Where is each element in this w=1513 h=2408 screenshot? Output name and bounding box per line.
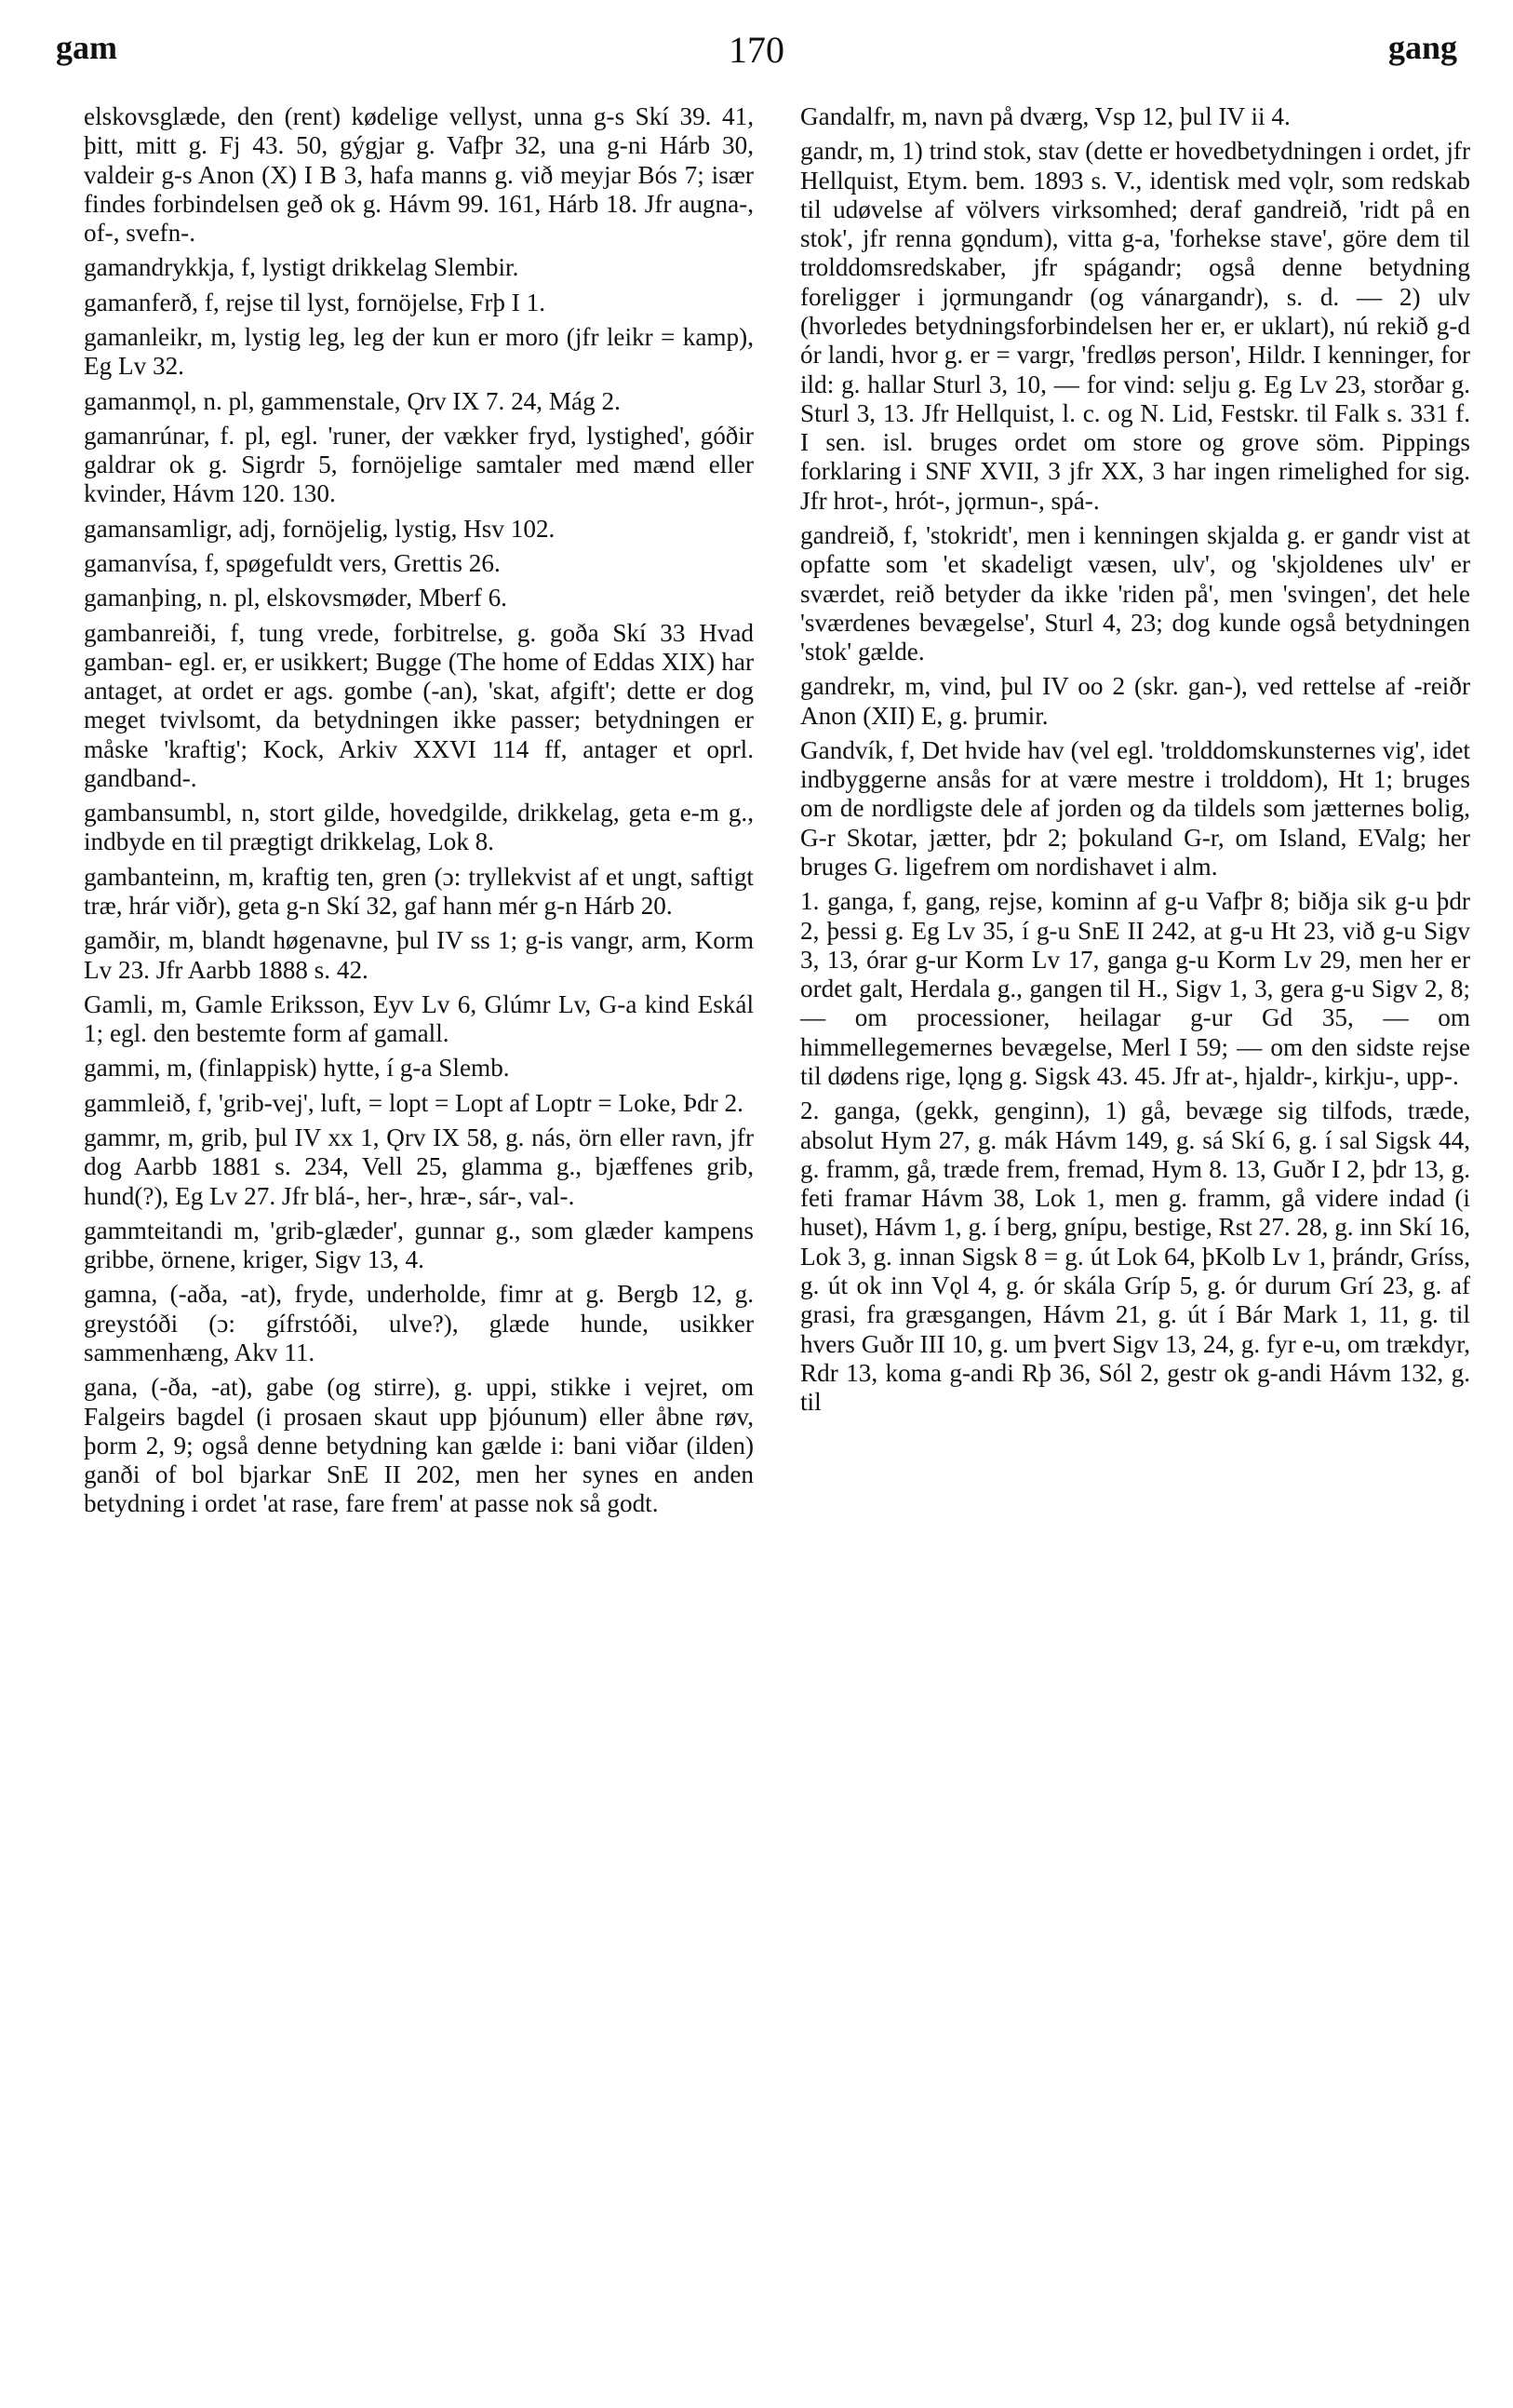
dictionary-entry: gandreið, f, 'stokridt', men i kenningen skjalda g. er gandr vist at opfatte som 'et skadeligt væsen, ulv', og 'skjoldenes ulv' er sværdet, reið betyder da ikke 'riden på', men 'svingen', det hele 'sværdenes bevægelse', Sturl 4, 23; dog kunde også betydningen 'stok' gælde.	[800, 520, 1470, 666]
dictionary-entry: gamanþing, n. pl, elskovsmøder, Mberf 6.	[84, 584, 507, 612]
dictionary-entry: gandr, m, 1) trind stok, stav (dette er hovedbetydningen i ordet, jfr Hellquist, Etym. bem. 1893 s. V., identisk med vǫlr, som redskab til udøvelse af völvers virksomhed; deraf gandreið, 'ridt på en stok', jfr renna gǫndum), vitta g-a, 'forhekse stave', göre dem til trolddomsredskaber, jfr spágandr; også denne betydning foreligger i jǫrmungandr (og vánargandr), s. d. — 2) ulv (hvorledes betydningsforbindelsen her er, er uklart), nú rekið g-d ór landi, hvor g. er = vargr, 'fredløs person', Hildr. I kenninger, for ild: g. hallar Sturl 3, 10, — for vind: selju g. Eg Lv 23, storðar g. Sturl 3, 13. Jfr Hellquist, l. c. og N. Lid, Festskr. til Falk s. 331 f. I sen. isl. bruges ordet om store og grove söm. Pippings forklaring i SNF XVII, 3 jfr XX, 3 har ingen rimelighed for sig. Jfr hrot-, hrót-, jǫrmun-, spá-.	[800, 137, 1470, 515]
dictionary-entry: gamanferð, f, rejse til lyst, fornöjelse, Frþ I 1.	[84, 288, 546, 316]
dictionary-entry: gammi, m, (finlappisk) hytte, í g-a Slemb.	[84, 1054, 510, 1083]
dictionary-entry: 1. ganga, f, gang, rejse, kominn af g-u Vafþr 8; biðja sik g-u þdr 2, þessi g. Eg Lv 35, í g-u SnE II 242, at g-u Ht 23, við g-u Sigv 3, 13, órar g-ur Korm Lv 17, ganga g-u Korm Lv 29, men her er ordet galt, Herdala g., gangen til H., Sigv 1, 3, gera g-u Sigv 2, 8; — om processioner, heilagar g-ur Gd 35, — om himmellegemernes bevægelse, Merl I 59; — om den sidste rejse til dødens rige, lǫng g. Sigsk 43. 45. Jfr at-, hjaldr-, kirkju-, upp-.	[800, 887, 1470, 1090]
dictionary-entry: Gamli, m, Gamle Eriksson, Eyv Lv 6, Glúmr Lv, G-a kind Eskál 1; egl. den bestemte form af gamall.	[84, 989, 754, 1048]
dictionary-entry: gambanteinn, m, kraftig ten, gren (ɔ: tryllekvist af et ungt, saftigt træ, hrár viðr), geta g-n Skí 32, gaf hann mér g-n Hárb 20.	[84, 862, 754, 921]
dictionary-entry: gamanmǫl, n. pl, gammenstale, Ǫrv IX 7. 24, Mág 2.	[84, 386, 621, 415]
right-column	[800, 102, 1470, 1422]
dictionary-entry: gana, (-ða, -at), gabe (og stirre), g. uppi, stikke i vejret, om Falgeirs bagdel (i prosaen skaut upp þjóunum) eller åbne røv, þorm 2, 9; også denne betydning kan gælde i: bani viðar (ilden) ganði of bol bjarkar SnE II 202, men her synes en anden betydning i ordet 'at rase, fare frem' at passe nok så godt.	[84, 1373, 754, 1518]
dictionary-entry: gambanreiði, f, tung vrede, forbitrelse, g. goða Skí 33 Hvad gamban- egl. er, er usikkert; Bugge (The home of Eddas XIX) har antaget, at ordet er ags. gombe (-an), 'skat, afgift'; dette er dog meget tvivlsomt, da betydningen ikke passer; betydningen er måske 'kraftig'; Kock, Arkiv XXVI 114 ff, antager et oprl. gandband-.	[84, 618, 754, 792]
header-guide-word-left: gam	[56, 29, 117, 66]
dictionary-entry: gamandrykkja, f, lystigt drikkelag Slembir.	[84, 253, 519, 282]
dictionary-entry: gamðir, m, blandt høgenavne, þul IV ss 1; g-is vangr, arm, Korm Lv 23. Jfr Aarbb 1888 s. 42.	[84, 926, 754, 984]
dictionary-entry: Gandalfr, m, navn på dværg, Vsp 12, þul IV ii 4.	[800, 102, 1291, 130]
dictionary-entry: Gandvík, f, Det hvide hav (vel egl. 'trolddomskunsternes vig', idet indbyggerne ansås for at være mestre i trolddom), Ht 1; bruges om de nordligste dele af jorden og da tildels som jætternes bolig, G-r Skotar, jætter, þdr 2; þokuland G-r, om Island, EValg; her bruges G. ligefrem om nordishavet i alm.	[800, 735, 1470, 881]
dictionary-entry: gambansumbl, n, stort gilde, hovedgilde, drikkelag, geta e-m g., indbyde en til prægtigt drikkelag, Lok 8.	[84, 799, 754, 856]
dictionary-entry: gamansamligr, adj, fornöjelig, lystig, Hsv 102.	[84, 514, 556, 543]
dictionary-entry: gamanrúnar, f. pl, egl. 'runer, der vækker fryd, lystighed', góðir galdrar ok g. Sigrdr 5, fornöjelige samtaler med mænd eller kvinder, Hávm 120. 130.	[84, 421, 754, 508]
dictionary-entry: gammteitandi m, 'grib-glæder', gunnar g., som glæder kampens gribbe, örnene, kriger, Sigv 13, 4.	[84, 1216, 754, 1274]
dictionary-entry: 2. ganga, (gekk, genginn), 1) gå, bevæge sig tilfods, træde, absolut Hym 27, g. mák Hávm 149, g. sá Skí 6, g. í sal Sigsk 44, g. framm, gå, træde frem, fremad, Hym 8. 13, Guðr I 2, þdr 13, g. feti framar Hávm 38, Lok 1, men g. framm, gå videre indad (i huset), Hávm 1, g. í berg, gnípu, bestige, Rst 27. 28, g. inn Skí 16, Lok 3, g. innan Sigsk 8 = g. út Lok 64, þKolb Lv 1, þrándr, Gríss, g. út ok inn Vǫl 4, g. ór skála Gríp 5, g. ór durum Grí 23, g. af grasi, fra græsgangen, Hávm 21, g. út í Bár Mark 1, 11, g. til hvers Guðr III 10, g. um þvert Sigv 13, 24, g. fyr e-u, om trækdyr, Rdr 13, koma g-andi Rþ 36, Sól 2, gestr ok g-andi Hávm 132, g. til	[800, 1096, 1470, 1417]
dictionary-entry: gamanleikr, m, lystig leg, leg der kun er moro (jfr leikr = kamp), Eg Lv 32.	[84, 322, 754, 381]
dictionary-entry: gamna, (-aða, -at), fryde, underholde, fimr at g. Bergb 12, g. greystóði (ɔ: gífrstóði, ulve?), glæde hunde, usikker sammenhæng, Akv 11.	[84, 1280, 754, 1366]
dictionary-entry: gamanvísa, f, spøgefuldt vers, Grettis 26.	[84, 548, 501, 577]
page-number: 170	[729, 29, 784, 71]
dictionary-entry: gammr, m, grib, þul IV xx 1, Ǫrv IX 58, g. nás, örn eller ravn, jfr dog Aarbb 1881 s. 234, Vell 25, glamma g., bjæffenes grib, hund(?), Eg Lv 27. Jfr blá-, her-, hræ-, sár-, val-.	[84, 1123, 754, 1210]
dictionary-entry: elskovsglæde, den (rent) kødelige vellyst, unna g-s Skí 39. 41, þitt, mitt g. Fj 43. 50, gýgjar g. Vafþr 32, una g-ni Hárb 30, valdeir g-s Anon (X) I B 3, hafa manns g. við meyjar Bós 7; især findes forbindelsen geð ok g. Hávm 99. 161, Hárb 18. Jfr augna-, of-, svefn-.	[84, 102, 754, 248]
left-column	[84, 102, 754, 1525]
dictionary-entry: gandrekr, m, vind, þul IV oo 2 (skr. gan-), ved rettelse af -reiðr Anon (XII) E, g. þrumir.	[800, 672, 1470, 730]
page-header	[56, 28, 1457, 84]
header-guide-word-right: gang	[1387, 29, 1457, 66]
dictionary-entry: gammleið, f, 'grib-vej', luft, = lopt = Lopt af Loptr = Loke, Þdr 2.	[84, 1088, 743, 1117]
